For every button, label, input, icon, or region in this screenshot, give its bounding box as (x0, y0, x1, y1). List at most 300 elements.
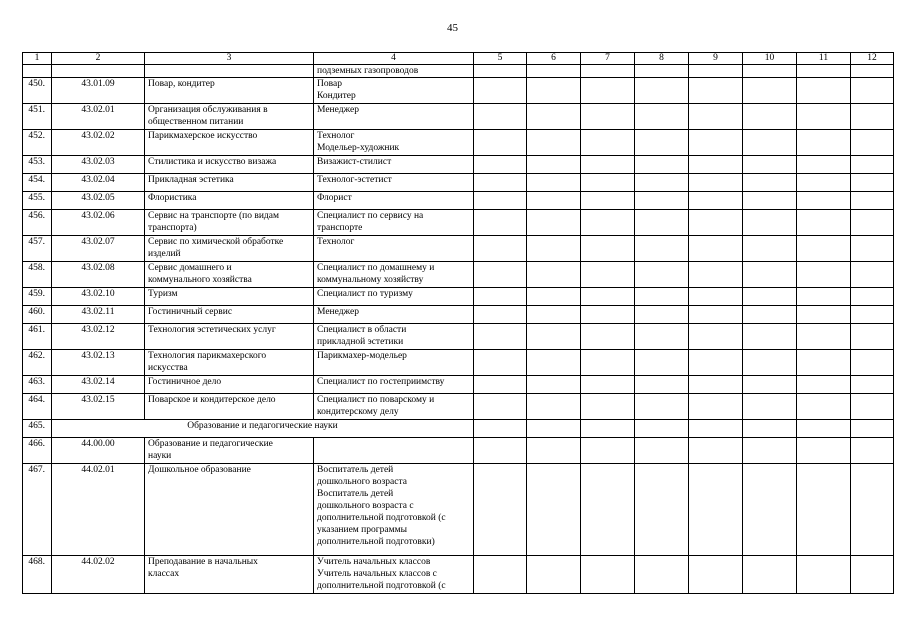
qualification-cell (314, 556, 474, 594)
section-heading-cell: Образование и педагогические науки (52, 420, 474, 438)
empty-cell (743, 394, 797, 420)
cell-line: Парикмахерское искусство (148, 131, 258, 141)
specialty-name-cell (145, 262, 314, 288)
cell-line: общественном питании (148, 117, 244, 127)
row-number-cell: 462. (23, 350, 52, 376)
cell-line: Сервис домашнего и (148, 263, 232, 273)
empty-cell (474, 438, 527, 464)
column-header: 7 (581, 53, 635, 65)
empty-cell (743, 464, 797, 556)
qualification-cell (314, 174, 474, 192)
row-number-cell: 461. (23, 324, 52, 350)
cell-line: изделий (148, 249, 181, 259)
cell-line: Стилистика и искусство визажа (148, 157, 277, 167)
row-number-cell: 455. (23, 192, 52, 210)
empty-cell (635, 65, 689, 78)
specialty-name-cell (145, 376, 314, 394)
table-body (23, 65, 894, 594)
specialty-name-cell (145, 464, 314, 556)
empty-cell (689, 156, 743, 174)
empty-cell (635, 306, 689, 324)
code-cell: 43.02.06 (52, 210, 145, 236)
empty-cell (689, 65, 743, 78)
empty-cell (797, 236, 851, 262)
empty-cell (581, 394, 635, 420)
cell-line: кондитерскому делу (317, 407, 399, 417)
table-row (23, 210, 894, 236)
empty-cell (743, 262, 797, 288)
empty-cell (527, 376, 581, 394)
row-number-cell: 460. (23, 306, 52, 324)
qualification-cell (314, 350, 474, 376)
empty-cell (851, 65, 894, 78)
table-row (23, 236, 894, 262)
empty-cell (797, 156, 851, 174)
empty-cell (635, 104, 689, 130)
empty-cell (581, 192, 635, 210)
empty-cell (689, 324, 743, 350)
code-cell: 43.02.10 (52, 288, 145, 306)
specialty-name-cell (145, 394, 314, 420)
qualification-cell (314, 438, 474, 464)
empty-cell (581, 262, 635, 288)
empty-cell (581, 464, 635, 556)
table-row (23, 306, 894, 324)
empty-cell (581, 156, 635, 174)
row-number-cell: 451. (23, 104, 52, 130)
qualification-cell (314, 156, 474, 174)
cell-line: дополнительной подготовки) (317, 537, 435, 547)
specialties-table (22, 52, 894, 594)
empty-cell (851, 394, 894, 420)
cell-line: Технолог (317, 131, 355, 141)
empty-cell (527, 324, 581, 350)
empty-cell (527, 394, 581, 420)
empty-cell (689, 236, 743, 262)
table-row (23, 262, 894, 288)
row-number-cell: 459. (23, 288, 52, 306)
empty-cell (474, 556, 527, 594)
row-number-cell: 467. (23, 464, 52, 556)
empty-cell (851, 262, 894, 288)
empty-cell (635, 288, 689, 306)
empty-cell (581, 65, 635, 78)
cell-line: Флористика (148, 193, 197, 203)
code-cell: 43.02.14 (52, 376, 145, 394)
empty-cell (851, 464, 894, 556)
empty-cell (851, 192, 894, 210)
specialty-name-cell (145, 156, 314, 174)
code-cell: 43.01.09 (52, 78, 145, 104)
cell-line: коммунального хозяйства (148, 275, 252, 285)
empty-cell (527, 438, 581, 464)
empty-cell (851, 556, 894, 594)
row-number-cell: 456. (23, 210, 52, 236)
cell-line: Образование и педагогические (148, 439, 273, 449)
cell-line: Менеджер (317, 105, 359, 115)
specialty-name-cell (145, 288, 314, 306)
row-number-cell: 454. (23, 174, 52, 192)
empty-cell (581, 438, 635, 464)
row-number-cell: 458. (23, 262, 52, 288)
specialty-name-cell (145, 78, 314, 104)
empty-cell (689, 394, 743, 420)
cell-line: Учитель начальных классов (317, 557, 431, 567)
empty-cell (635, 210, 689, 236)
empty-cell (527, 174, 581, 192)
table-row (23, 350, 894, 376)
empty-cell (797, 174, 851, 192)
empty-cell (474, 78, 527, 104)
empty-cell (743, 236, 797, 262)
empty-cell (689, 420, 743, 438)
table-row (23, 376, 894, 394)
row-number-cell: 453. (23, 156, 52, 174)
empty-cell (635, 130, 689, 156)
empty-cell (527, 556, 581, 594)
empty-cell (474, 104, 527, 130)
empty-cell (689, 306, 743, 324)
column-header: 3 (145, 53, 314, 65)
cell-line: искусства (148, 363, 188, 373)
empty-cell (474, 464, 527, 556)
empty-cell (527, 104, 581, 130)
cell-line: Организация обслуживания в (148, 105, 268, 115)
empty-cell (743, 104, 797, 130)
cell-line: указанием программы (317, 525, 408, 535)
code-cell: 43.02.02 (52, 130, 145, 156)
empty-cell (474, 306, 527, 324)
empty-cell (474, 130, 527, 156)
row-number-cell: 468. (23, 556, 52, 594)
cell-line: дошкольного возраста (317, 477, 407, 487)
cell-line: Флорист (317, 193, 352, 203)
empty-cell (851, 438, 894, 464)
table-row (23, 464, 894, 556)
empty-cell (474, 210, 527, 236)
row-number-cell: 452. (23, 130, 52, 156)
specialty-name-cell (145, 438, 314, 464)
empty-cell (635, 78, 689, 104)
row-number-cell (23, 65, 52, 78)
code-cell: 43.02.07 (52, 236, 145, 262)
empty-cell (743, 78, 797, 104)
cell-line: Специалист по сервису на (317, 211, 424, 221)
empty-cell (474, 262, 527, 288)
empty-cell (635, 464, 689, 556)
column-header: 1 (23, 53, 52, 65)
empty-cell (635, 156, 689, 174)
empty-cell (527, 464, 581, 556)
code-cell: 43.02.04 (52, 174, 145, 192)
empty-cell (743, 556, 797, 594)
table-row (23, 130, 894, 156)
cell-line: Специалист по домашнему и (317, 263, 435, 273)
cell-line: Технолог-эстетист (317, 175, 392, 185)
empty-cell (797, 104, 851, 130)
empty-cell (474, 324, 527, 350)
empty-cell (581, 288, 635, 306)
cell-line: дошкольного возраста с (317, 501, 414, 511)
empty-cell (851, 324, 894, 350)
specialty-name-cell (145, 556, 314, 594)
empty-cell (581, 210, 635, 236)
empty-cell (581, 78, 635, 104)
empty-cell (689, 192, 743, 210)
empty-cell (743, 192, 797, 210)
empty-cell (474, 65, 527, 78)
empty-cell (797, 65, 851, 78)
empty-cell (797, 464, 851, 556)
table-row (23, 556, 894, 594)
table-row (23, 394, 894, 420)
empty-cell (689, 556, 743, 594)
qualification-cell (314, 192, 474, 210)
empty-cell (635, 350, 689, 376)
row-number-cell: 457. (23, 236, 52, 262)
empty-cell (851, 288, 894, 306)
empty-cell (474, 192, 527, 210)
empty-cell (635, 556, 689, 594)
empty-cell (851, 376, 894, 394)
code-cell: 44.02.02 (52, 556, 145, 594)
cell-line: Воспитатель детей (317, 489, 394, 499)
row-number-cell: 450. (23, 78, 52, 104)
cell-line: Кондитер (317, 91, 356, 101)
empty-cell (474, 288, 527, 306)
empty-cell (797, 350, 851, 376)
empty-cell (635, 394, 689, 420)
specialty-name-cell (145, 324, 314, 350)
cell-line: дополнительной подготовкой (с (317, 581, 446, 591)
qualification-cell (314, 324, 474, 350)
cell-line: транспорте (317, 223, 363, 233)
empty-cell (581, 420, 635, 438)
code-cell: 43.02.15 (52, 394, 145, 420)
empty-cell (797, 210, 851, 236)
specialty-name-cell (145, 174, 314, 192)
column-header: 10 (743, 53, 797, 65)
empty-cell (743, 350, 797, 376)
empty-cell (635, 324, 689, 350)
empty-cell (527, 288, 581, 306)
cell-line: науки (148, 451, 172, 461)
empty-cell (527, 78, 581, 104)
cell-line: Повар (317, 79, 342, 89)
empty-cell (474, 236, 527, 262)
empty-cell (581, 174, 635, 192)
column-header: 5 (474, 53, 527, 65)
cell-line: Сервис на транспорте (по видам (148, 211, 279, 221)
empty-cell (527, 210, 581, 236)
specialty-name-cell (145, 130, 314, 156)
empty-cell (797, 324, 851, 350)
qualification-cell (314, 376, 474, 394)
empty-cell (797, 376, 851, 394)
empty-cell (635, 420, 689, 438)
empty-cell (743, 288, 797, 306)
cell-line: Парикмахер-модельер (317, 351, 407, 361)
specialty-name-cell (145, 210, 314, 236)
empty-cell (851, 130, 894, 156)
cell-line: Модельер-художник (317, 143, 400, 153)
empty-cell (851, 306, 894, 324)
empty-cell (851, 156, 894, 174)
empty-cell (797, 192, 851, 210)
qualification-cell (314, 394, 474, 420)
empty-cell (581, 324, 635, 350)
empty-cell (581, 306, 635, 324)
code-cell: 43.02.05 (52, 192, 145, 210)
empty-cell (689, 438, 743, 464)
empty-cell (527, 65, 581, 78)
cell-line: Воспитатель детей (317, 465, 394, 475)
empty-cell (851, 104, 894, 130)
empty-cell (851, 210, 894, 236)
qualification-cell (314, 288, 474, 306)
column-header: 4 (314, 53, 474, 65)
cell-line: Визажист-стилист (317, 157, 392, 167)
empty-cell (743, 65, 797, 78)
empty-cell (797, 130, 851, 156)
cell-line: Гостиничное дело (148, 377, 222, 387)
empty-cell (474, 156, 527, 174)
cell-line: Поварское и кондитерское дело (148, 395, 276, 405)
cell-line: транспорта) (148, 223, 197, 233)
empty-cell (797, 556, 851, 594)
code-cell: 43.02.11 (52, 306, 145, 324)
empty-cell (851, 78, 894, 104)
cell-line: дополнительной подготовкой (с (317, 513, 446, 523)
cell-line: подземных газопроводов (317, 66, 419, 76)
table-row (23, 65, 894, 78)
qualification-cell (314, 306, 474, 324)
cell-line: прикладной эстетики (317, 337, 404, 347)
empty-cell (581, 130, 635, 156)
cell-line: классах (148, 569, 180, 579)
table-row (23, 156, 894, 174)
empty-cell (851, 350, 894, 376)
qualification-cell (314, 464, 474, 556)
empty-cell (635, 438, 689, 464)
empty-cell (527, 130, 581, 156)
empty-cell (689, 262, 743, 288)
empty-cell (689, 350, 743, 376)
cell-line: коммунальному хозяйству (317, 275, 424, 285)
code-cell (52, 65, 145, 78)
empty-cell (581, 236, 635, 262)
cell-line: Преподавание в начальных (148, 557, 258, 567)
empty-cell (851, 236, 894, 262)
empty-cell (581, 350, 635, 376)
column-header: 8 (635, 53, 689, 65)
empty-cell (581, 104, 635, 130)
column-header: 9 (689, 53, 743, 65)
cell-line: Гостиничный сервис (148, 307, 233, 317)
qualification-cell (314, 130, 474, 156)
table-row (23, 104, 894, 130)
specialty-name-cell (145, 350, 314, 376)
empty-cell (851, 174, 894, 192)
empty-cell (635, 262, 689, 288)
empty-cell (743, 130, 797, 156)
column-header: 11 (797, 53, 851, 65)
empty-cell (635, 236, 689, 262)
cell-line: Повар, кондитер (148, 79, 215, 89)
cell-line: Туризм (148, 289, 178, 299)
cell-line: Технология эстетических услуг (148, 325, 276, 335)
qualification-cell (314, 104, 474, 130)
cell-line: Специалист по гостеприимству (317, 377, 445, 387)
empty-cell (527, 306, 581, 324)
cell-line: Специалист в области (317, 325, 407, 335)
row-number-cell: 464. (23, 394, 52, 420)
empty-cell (797, 78, 851, 104)
empty-cell (635, 192, 689, 210)
table-row (23, 288, 894, 306)
empty-cell (743, 420, 797, 438)
empty-cell (474, 394, 527, 420)
empty-cell (743, 156, 797, 174)
empty-cell (851, 420, 894, 438)
empty-cell (527, 192, 581, 210)
empty-cell (797, 394, 851, 420)
empty-cell (527, 420, 581, 438)
cell-line: Менеджер (317, 307, 359, 317)
column-header: 6 (527, 53, 581, 65)
empty-cell (527, 262, 581, 288)
code-cell: 43.02.08 (52, 262, 145, 288)
empty-cell (797, 288, 851, 306)
empty-cell (689, 464, 743, 556)
page-number: 45 (447, 22, 458, 34)
empty-cell (689, 174, 743, 192)
specialty-name-cell (145, 306, 314, 324)
table-row (23, 174, 894, 192)
empty-cell (689, 104, 743, 130)
empty-cell (474, 350, 527, 376)
cell-line: Технология парикмахерского (148, 351, 267, 361)
empty-cell (797, 262, 851, 288)
empty-cell (581, 376, 635, 394)
cell-line: Сервис по химической обработке (148, 237, 284, 247)
specialty-name-cell (145, 65, 314, 78)
empty-cell (689, 210, 743, 236)
empty-cell (527, 350, 581, 376)
column-header: 2 (52, 53, 145, 65)
empty-cell (581, 556, 635, 594)
empty-cell (527, 156, 581, 174)
qualification-cell (314, 78, 474, 104)
table-row (23, 192, 894, 210)
code-cell: 43.02.12 (52, 324, 145, 350)
row-number-cell: 466. (23, 438, 52, 464)
empty-cell (474, 376, 527, 394)
qualification-cell (314, 210, 474, 236)
empty-cell (474, 174, 527, 192)
empty-cell (797, 420, 851, 438)
cell-line: Специалист по поварскому и (317, 395, 435, 405)
table-row (23, 438, 894, 464)
empty-cell (743, 306, 797, 324)
code-cell: 44.02.01 (52, 464, 145, 556)
cell-line: Учитель начальных классов с (317, 569, 437, 579)
empty-cell (743, 174, 797, 192)
empty-cell (743, 438, 797, 464)
table-row (23, 78, 894, 104)
code-cell: 43.02.01 (52, 104, 145, 130)
empty-cell (743, 376, 797, 394)
